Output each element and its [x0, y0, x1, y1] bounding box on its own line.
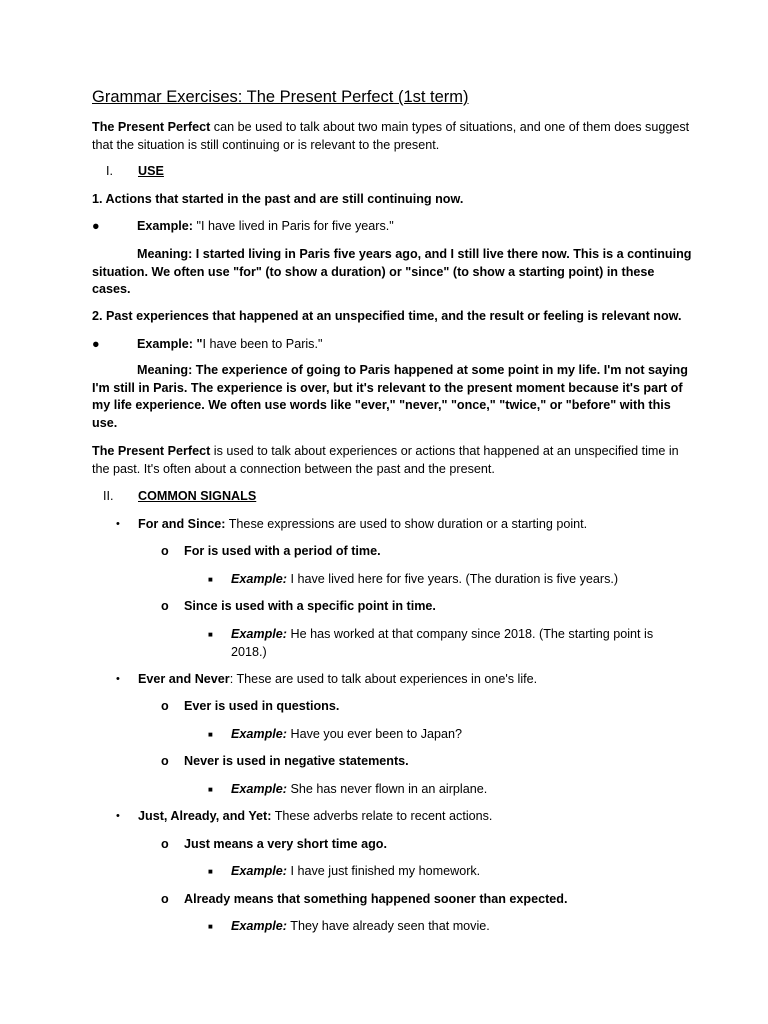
square-bullet-icon: ■ [208, 730, 213, 739]
signal-for-since: For and Since: These expressions are used to show duration or a starting point. [138, 517, 588, 531]
bullet-icon: ● [92, 219, 100, 233]
section-label: USE [138, 164, 164, 178]
circle-bullet-icon: o [161, 892, 169, 906]
point2-meaning: Meaning: The experience of going to Paris happened at some point in my life. I'm not saying I'm still in Paris. The experience is over, but it's relevant to the present moment because it's part of my life experience. We often use words like "ever," "never," "once," "twice," or "before" with this use. [92, 363, 688, 430]
example-since: Example: He has worked at that company since 2018. (The starting point is 2018.) [231, 627, 654, 659]
intro-paragraph [92, 119, 692, 154]
rule-ever: Ever is used in questions. [184, 699, 340, 713]
bullet-icon: • [116, 518, 120, 530]
example-label: Example: " [137, 337, 203, 351]
signal-ever-never: Ever and Never: These are used to talk about experiences in one's life. [138, 672, 538, 686]
circle-bullet-icon: o [161, 699, 169, 713]
example-text: "I have lived in Paris for five years." [193, 219, 394, 233]
circle-bullet-icon: o [161, 544, 169, 558]
example-for: Example: I have lived here for five years. (The duration is five years.) [231, 572, 619, 586]
bullet-icon: • [116, 673, 120, 685]
square-bullet-icon: ■ [208, 785, 213, 794]
rule-already: Already means that something happened sooner than expected. [184, 892, 568, 906]
example-text: I have been to Paris." [202, 337, 323, 351]
section-number: I. [106, 164, 113, 178]
rule-just: Just means a very short time ago. [184, 837, 387, 851]
rule-never: Never is used in negative statements. [184, 754, 409, 768]
summary-paragraph [92, 443, 692, 478]
section-label: COMMON SIGNALS [138, 489, 257, 503]
example-ever: Example: Have you ever been to Japan? [231, 727, 463, 741]
example-never: Example: She has never flown in an airplane. [231, 782, 488, 796]
example-already: Example: They have already seen that movie. [231, 919, 490, 933]
square-bullet-icon: ■ [208, 867, 213, 876]
example-just: Example: I have just finished my homework. [231, 864, 481, 878]
circle-bullet-icon: o [161, 837, 169, 851]
section-number: II. [103, 489, 114, 503]
square-bullet-icon: ■ [208, 575, 213, 584]
intro-text: can be used to talk about two main types of situations, and one of them does suggest that the situation is still continuing or is relevant to the present. [92, 120, 690, 152]
summary-bold: The Present Perfect [92, 444, 211, 458]
summary-text: is used to talk about experiences or actions that happened at an unspecified time in the past. It's often about a connection between the past and the present. [92, 444, 679, 476]
rule-since: Since is used with a specific point in time. [184, 599, 436, 613]
example-label: Example: [137, 219, 193, 233]
intro-bold: The Present Perfect [92, 120, 211, 134]
point2-heading: 2. Past experiences that happened at an unspecified time, and the result or feeling is relevant now. [92, 309, 682, 323]
circle-bullet-icon: o [161, 599, 169, 613]
rule-for: For is used with a period of time. [184, 544, 381, 558]
circle-bullet-icon: o [161, 754, 169, 768]
bullet-icon: ● [92, 337, 100, 351]
signal-just-already-yet: Just, Already, and Yet: These adverbs relate to recent actions. [138, 809, 493, 823]
document-title: Grammar Exercises: The Present Perfect (1st term) [92, 88, 469, 106]
point1-heading: 1. Actions that started in the past and are still continuing now. [92, 192, 464, 206]
square-bullet-icon: ■ [208, 630, 213, 639]
point1-meaning: Meaning: I started living in Paris five years ago, and I still live there now. This is a continuing situation. We often use "for" (to show a duration) or "since" (to show a starting point) in these cases. [92, 247, 692, 296]
bullet-icon: • [116, 810, 120, 822]
square-bullet-icon: ■ [208, 922, 213, 931]
